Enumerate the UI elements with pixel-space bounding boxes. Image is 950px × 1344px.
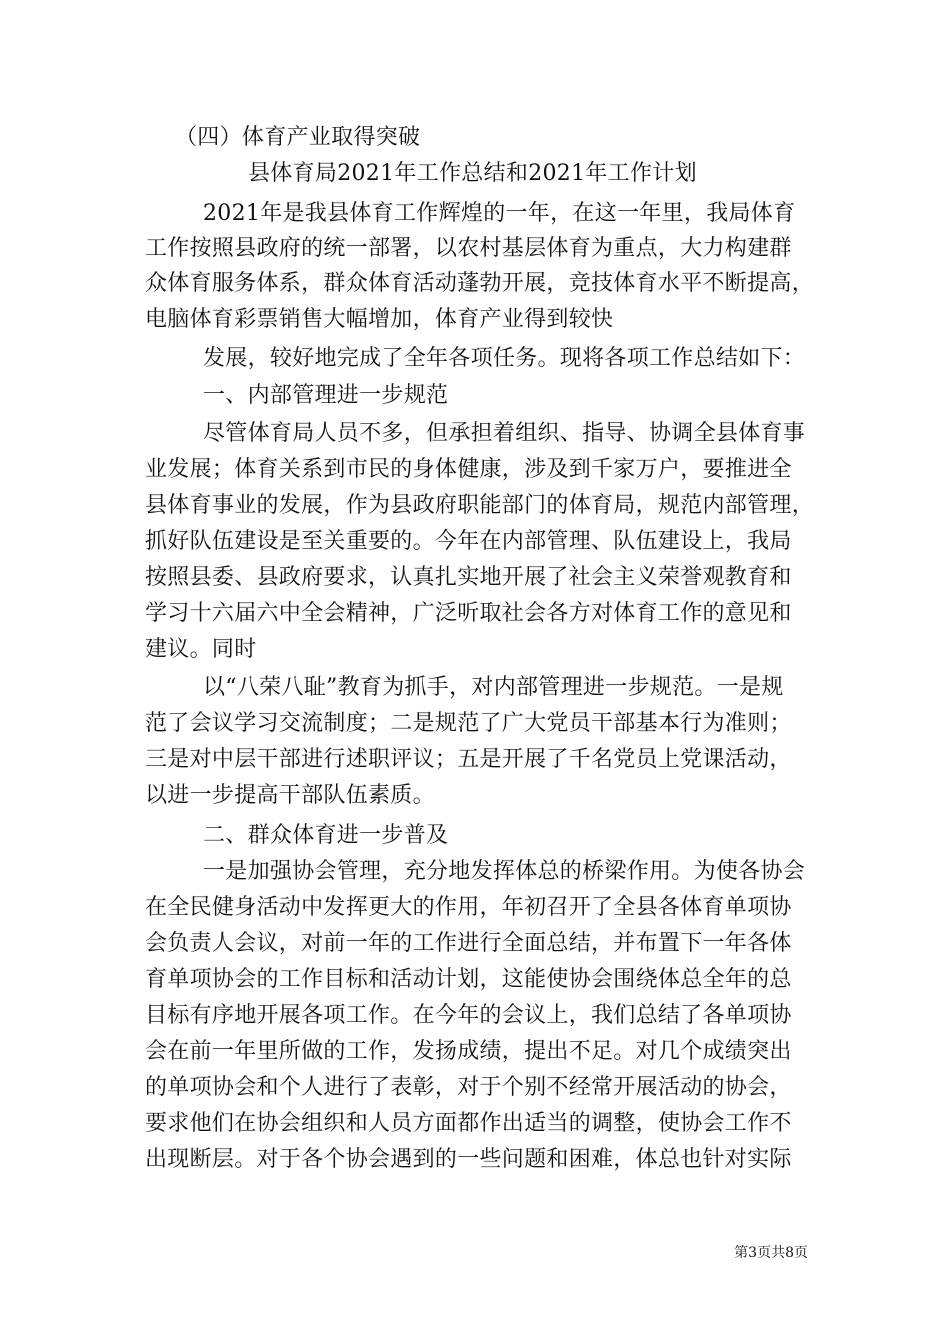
document-title: 县体育局2021年工作总结和2021年工作计划 bbox=[248, 161, 697, 186]
paragraph-line: 建议。同时 bbox=[145, 637, 257, 662]
paragraph-line: 业发展；体育关系到市民的身体健康，涉及到千家万户，要推进全 bbox=[145, 457, 792, 482]
paragraph-line: 2021年是我县体育工作辉煌的一年，在这一年里，我局体育 bbox=[203, 201, 796, 226]
paragraph-line: 以进一步提高干部队伍素质。 bbox=[145, 783, 435, 808]
paragraph-line: 的单项协会和个人进行了表彰，对于个别不经常开展活动的协会， bbox=[145, 1075, 792, 1100]
paragraph-line: 范了会议学习交流制度；二是规范了广大党员干部基本行为准则； bbox=[145, 711, 792, 736]
paragraph-line: 出现断层。对于各个协会遇到的一些问题和困难，体总也针对实际 bbox=[145, 1147, 792, 1172]
section-heading: （四）体育产业取得突破 bbox=[175, 125, 421, 150]
paragraph-line: 三是对中层干部进行述职评议；五是开展了千名党员上党课活动， bbox=[145, 747, 792, 772]
paragraph-line: 要求他们在协会组织和人员方面都作出适当的调整，使协会工作不 bbox=[145, 1111, 792, 1136]
paragraph-line: 会在前一年里所做的工作，发扬成绩，提出不足。对几个成绩突出 bbox=[145, 1039, 792, 1064]
paragraph-line: 电脑体育彩票销售大幅增加，体育产业得到较快 bbox=[145, 307, 614, 332]
paragraph-line: 按照县委、县政府要求，认真扎实地开展了社会主义荣誉观教育和 bbox=[145, 565, 792, 590]
paragraph-line: 会负责人会议，对前一年的工作进行全面总结，并布置下一年各体 bbox=[145, 931, 792, 956]
paragraph-line: 发展，较好地完成了全年各项任务。现将各项工作总结如下： bbox=[203, 346, 806, 371]
page-number: 第3页共8页 bbox=[734, 1245, 808, 1261]
paragraph-line: 一是加强协会管理，充分地发挥体总的桥梁作用。为使各协会 bbox=[203, 859, 806, 884]
paragraph-line: 县体育事业的发展，作为县政府职能部门的体育局，规范内部管理， bbox=[145, 493, 815, 518]
paragraph-line: 抓好队伍建设是至关重要的。今年在内部管理、队伍建设上，我局 bbox=[145, 529, 792, 554]
paragraph-line: 学习十六届六中全会精神，广泛听取社会各方对体育工作的意见和 bbox=[145, 601, 792, 626]
section-subheading: 一、内部管理进一步规范 bbox=[203, 383, 449, 408]
section-subheading: 二、群众体育进一步普及 bbox=[203, 823, 449, 848]
paragraph-line: 目标有序地开展各项工作。在今年的会议上，我们总结了各单项协 bbox=[145, 1003, 792, 1028]
paragraph-line: 在全民健身活动中发挥更大的作用，年初召开了全县各体育单项协 bbox=[145, 895, 792, 920]
paragraph-line: 众体育服务体系，群众体育活动蓬勃开展，竞技体育水平不断提高， bbox=[145, 271, 815, 296]
paragraph-line: 以“八荣八耻”教育为抓手，对内部管理进一步规范。一是规 bbox=[203, 675, 784, 700]
paragraph-line: 工作按照县政府的统一部署，以农村基层体育为重点，大力构建群 bbox=[145, 236, 792, 261]
paragraph-line: 尽管体育局人员不多，但承担着组织、指导、协调全县体育事 bbox=[203, 421, 806, 446]
paragraph-line: 育单项协会的工作目标和活动计划，这能使协会围绕体总全年的总 bbox=[145, 967, 792, 992]
